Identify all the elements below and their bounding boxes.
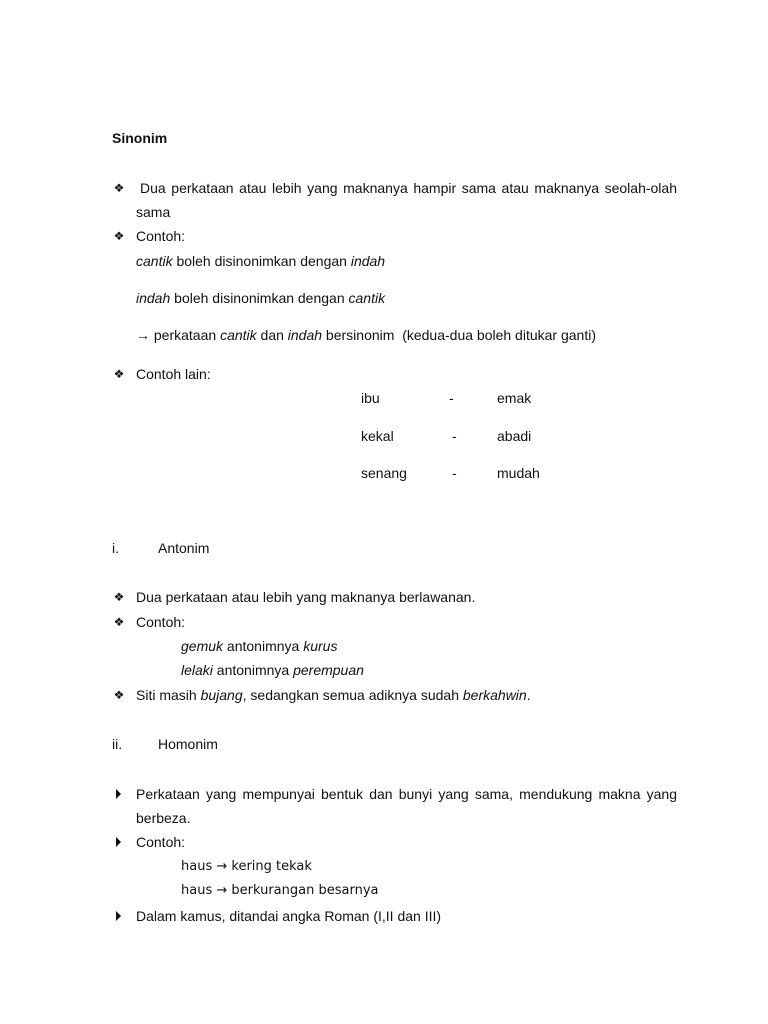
diamond-bullet-icon: ❖ xyxy=(113,181,125,195)
example-word: indah xyxy=(136,290,171,306)
homonim-example-1: haus → kering tekak xyxy=(181,859,312,874)
antonim-sentence xyxy=(136,686,531,704)
pair-dash: - xyxy=(452,465,457,481)
homonim-definition-line1: Perkataan yang mempunyai bentuk dan bunyi yang sama, mendukung makna yang xyxy=(136,786,677,802)
sinonim-example-3 xyxy=(136,326,596,344)
example-text: dan xyxy=(256,327,288,343)
example-word: berkahwin xyxy=(462,687,527,703)
diamond-bullet-icon: ❖ xyxy=(113,229,125,243)
triangle-bullet-icon xyxy=(116,837,121,847)
sinonim-contoh-lain-label: Contoh lain: xyxy=(136,366,211,382)
pair-dash: - xyxy=(449,390,454,406)
example-text: , sedangkan semua adiknya sudah xyxy=(242,687,463,703)
diamond-bullet-icon: ❖ xyxy=(113,688,125,702)
example-text: boleh disinonimkan dengan xyxy=(170,290,349,306)
example-word: bujang xyxy=(200,687,243,703)
example-text: bersinonim (kedua-dua boleh ditukar ganti) xyxy=(322,327,596,343)
example-word: cantik xyxy=(136,253,173,269)
sinonim-example-2 xyxy=(136,289,385,307)
example-text: antonimnya xyxy=(212,662,294,678)
antonim-definition: Dua perkataan atau lebih yang maknanya berlawanan. xyxy=(136,589,476,605)
homonim-contoh-label: Contoh: xyxy=(136,834,186,850)
pair-word-a: senang xyxy=(361,465,407,481)
example-text: → perkataan xyxy=(136,327,221,343)
pair-word-a: ibu xyxy=(361,390,380,406)
pair-word-b: mudah xyxy=(497,465,540,481)
section-heading-antonim: Antonim xyxy=(158,540,210,556)
triangle-bullet-icon xyxy=(116,911,121,921)
sinonim-definition-line2: sama xyxy=(136,204,171,220)
antonim-example-1 xyxy=(181,637,337,655)
example-text: boleh disinonimkan dengan xyxy=(172,253,351,269)
example-word: lelaki xyxy=(181,662,213,678)
sinonim-contoh-label: Contoh: xyxy=(136,228,186,244)
triangle-bullet-icon xyxy=(116,789,121,799)
example-text: Siti masih xyxy=(136,687,201,703)
example-word: perempuan xyxy=(293,662,364,678)
diamond-bullet-icon: ❖ xyxy=(113,367,125,381)
section-numeral-homonim: ii. xyxy=(112,736,123,752)
homonim-example-2: haus → berkurangan besarnya xyxy=(181,883,379,898)
pair-word-a: kekal xyxy=(361,428,394,444)
antonim-contoh-label: Contoh: xyxy=(136,614,186,630)
section-heading-homonim: Homonim xyxy=(158,736,218,752)
antonim-example-2 xyxy=(181,661,364,679)
sinonim-definition-line1: Dua perkataan atau lebih yang maknanya hampir sama atau maknanya seolah-olah xyxy=(140,180,677,196)
section-numeral-antonim: i. xyxy=(112,540,119,556)
section-heading-sinonim: Sinonim xyxy=(112,130,168,146)
example-word: indah xyxy=(350,253,386,269)
pair-word-b: emak xyxy=(497,390,532,406)
example-word: cantik xyxy=(220,327,257,343)
diamond-bullet-icon: ❖ xyxy=(113,590,125,604)
pair-word-b: abadi xyxy=(497,428,532,444)
sinonim-example-1 xyxy=(136,252,385,270)
example-text: . xyxy=(526,687,531,703)
example-word: cantik xyxy=(348,290,386,306)
example-word: kurus xyxy=(303,638,338,654)
homonim-definition-line2: berbeza. xyxy=(136,810,191,826)
pair-dash: - xyxy=(452,428,457,444)
homonim-kamus-note: Dalam kamus, ditandai angka Roman (I,II dan III) xyxy=(136,908,442,924)
diamond-bullet-icon: ❖ xyxy=(113,615,125,629)
example-text: antonimnya xyxy=(223,638,304,654)
example-word: gemuk xyxy=(181,638,224,654)
example-word: indah xyxy=(287,327,323,343)
